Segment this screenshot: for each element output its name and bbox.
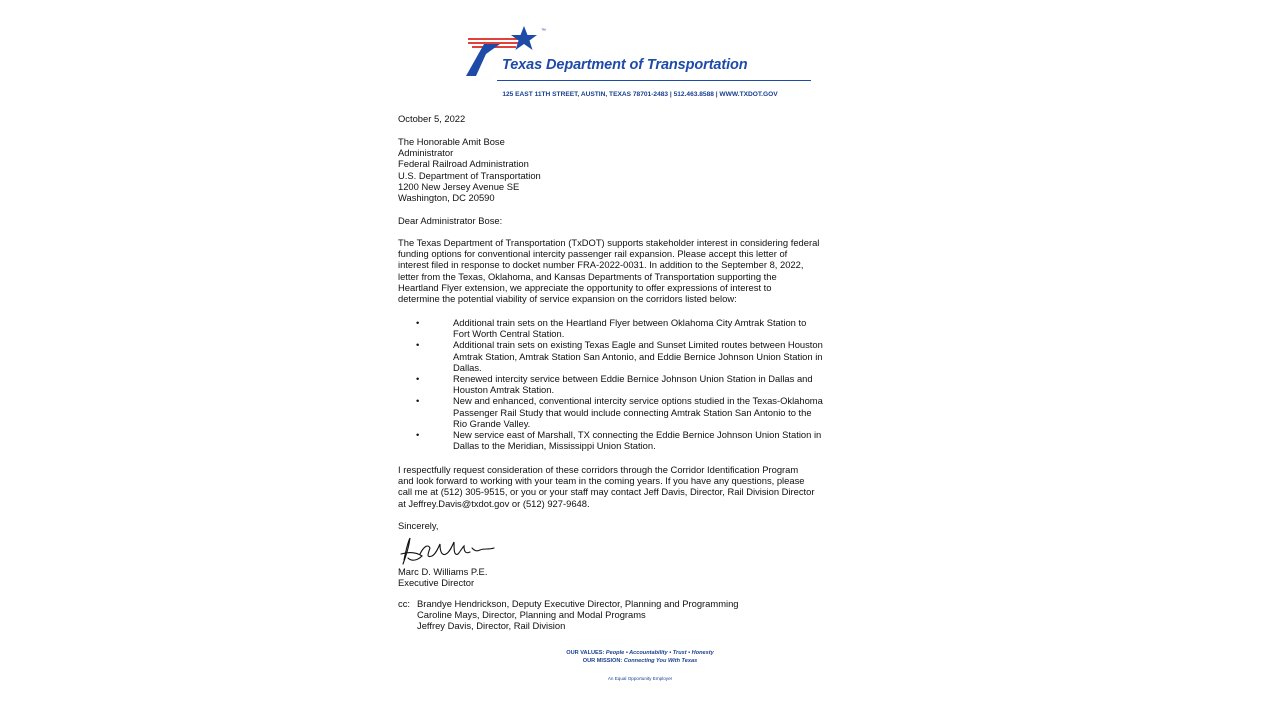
- mission-label: OUR MISSION:: [582, 658, 623, 664]
- recipient-line: Federal Railroad Administration: [398, 158, 529, 170]
- list-item: [398, 373, 888, 395]
- cc-recipient: Jeffrey Davis, Director, Rail Division: [417, 620, 566, 632]
- cc-label: cc:: [398, 598, 410, 609]
- list-item-line: Dallas.: [453, 361, 482, 373]
- recipient-line: 1200 New Jersey Avenue SE: [398, 180, 520, 192]
- valediction: Sincerely,: [398, 520, 439, 531]
- list-item-line: Additional train sets on the Heartland Flyer between Oklahoma City Amtrak Station to: [453, 317, 807, 328]
- paragraph-line: The Texas Department of Transportation (TxDOT) supports stakeholder interest in considering federal: [398, 237, 820, 248]
- signer-block: [398, 566, 487, 588]
- letter-date: October 5, 2022: [398, 113, 466, 124]
- paragraph-line: Heartland Flyer extension, we appreciate the opportunity to offer expressions of interest to: [398, 281, 772, 293]
- list-item-line: Fort Worth Central Station.: [453, 328, 565, 340]
- list-item: [398, 395, 888, 429]
- paragraph-line: call me at (512) 305-9515, or you or your staff may contact Jeff Davis, Director, Rail Division Director: [398, 486, 815, 498]
- list-item-line: Amtrak Station, Amtrak Station San Antonio, and Eddie Bernice Johnson Union Station in: [453, 350, 823, 362]
- txdot-logo: [462, 24, 822, 84]
- recipient-address: [398, 136, 541, 203]
- bullet: •: [416, 429, 420, 441]
- salutation: Dear Administrator Bose:: [398, 215, 503, 226]
- list-item: [398, 429, 888, 451]
- bullet: •: [416, 317, 420, 328]
- recipient-line: The Honorable Amit Bose: [398, 136, 505, 147]
- intro-paragraph: [398, 237, 819, 304]
- recipient-line: U.S. Department of Transportation: [398, 169, 541, 181]
- trademark-symbol: ™: [541, 28, 546, 34]
- list-item-line: Rio Grande Valley.: [453, 417, 531, 429]
- recipient-line: Washington, DC 20590: [398, 192, 495, 204]
- paragraph-line: I respectfully request consideration of these corridors through the Corridor Identification Program: [398, 464, 799, 475]
- list-item: [398, 317, 888, 339]
- list-item: [398, 339, 888, 373]
- mission-text: Connecting You With Texas: [623, 658, 698, 664]
- signature-icon: [398, 530, 508, 568]
- agency-name: Texas Department of Transportation: [502, 57, 748, 73]
- txdot-star-swoosh-icon: [462, 24, 822, 84]
- footer-values: [470, 650, 810, 656]
- list-item-line: Dallas to the Meridian, Mississippi Union Station.: [453, 440, 656, 452]
- list-item-line: New and enhanced, conventional intercity service options studied in the Texas-Oklahoma: [453, 395, 823, 407]
- cc-recipient: Caroline Mays, Director, Planning and Modal Programs: [417, 609, 646, 621]
- list-item-line: New service east of Marshall, TX connecting the Eddie Bernice Johnson Union Station in: [453, 429, 822, 441]
- letterhead-address: 125 EAST 11TH STREET, AUSTIN, TEXAS 78701-2483 | 512.463.8588 | WWW.TXDOT.GOV: [502, 91, 778, 98]
- list-item-line: Houston Amtrak Station.: [453, 384, 555, 396]
- signer-name: Marc D. Williams P.E.: [398, 566, 488, 577]
- equal-opportunity-notice: An Equal Opportunity Employer: [607, 676, 673, 681]
- paragraph-line: at Jeffrey.Davis@txdot.gov or (512) 927-9648.: [398, 497, 590, 509]
- signer-title: Executive Director: [398, 577, 475, 589]
- cc-recipient: Brandye Hendrickson, Deputy Executive Director, Planning and Programming: [417, 598, 739, 609]
- bullet: •: [416, 339, 420, 351]
- cc-block: [398, 598, 739, 632]
- corridor-list: [398, 317, 888, 451]
- paragraph-line: determine the potential viability of service expansion on the corridors listed below:: [398, 293, 737, 305]
- closing-paragraph: [398, 464, 815, 509]
- list-item-line: Passenger Rail Study that would include connecting Amtrak Station San Antonio to the: [453, 406, 812, 418]
- bullet: •: [416, 395, 420, 407]
- list-item-line: Renewed intercity service between Eddie Bernice Johnson Union Station in Dallas and: [453, 373, 813, 385]
- recipient-line: Administrator: [398, 147, 454, 159]
- paragraph-line: funding options for conventional intercity passenger rail expansion. Please accept this letter of: [398, 248, 788, 260]
- values-text: People • Accountability • Trust • Honesty: [605, 650, 714, 656]
- paragraph-line: and look forward to working with your team in the coming years. If you have any questions, please: [398, 475, 805, 487]
- paragraph-line: interest filed in response to docket number FRA-2022-0031. In addition to the September 8, 2022,: [398, 259, 804, 271]
- bullet: •: [416, 373, 420, 385]
- letterhead-divider: [497, 80, 811, 81]
- values-label: OUR VALUES:: [566, 650, 605, 656]
- list-item-line: Additional train sets on existing Texas Eagle and Sunset Limited routes between Houston: [453, 339, 823, 351]
- footer-mission: [470, 658, 810, 664]
- paragraph-line: letter from the Texas, Oklahoma, and Kansas Departments of Transportation supporting the: [398, 270, 777, 282]
